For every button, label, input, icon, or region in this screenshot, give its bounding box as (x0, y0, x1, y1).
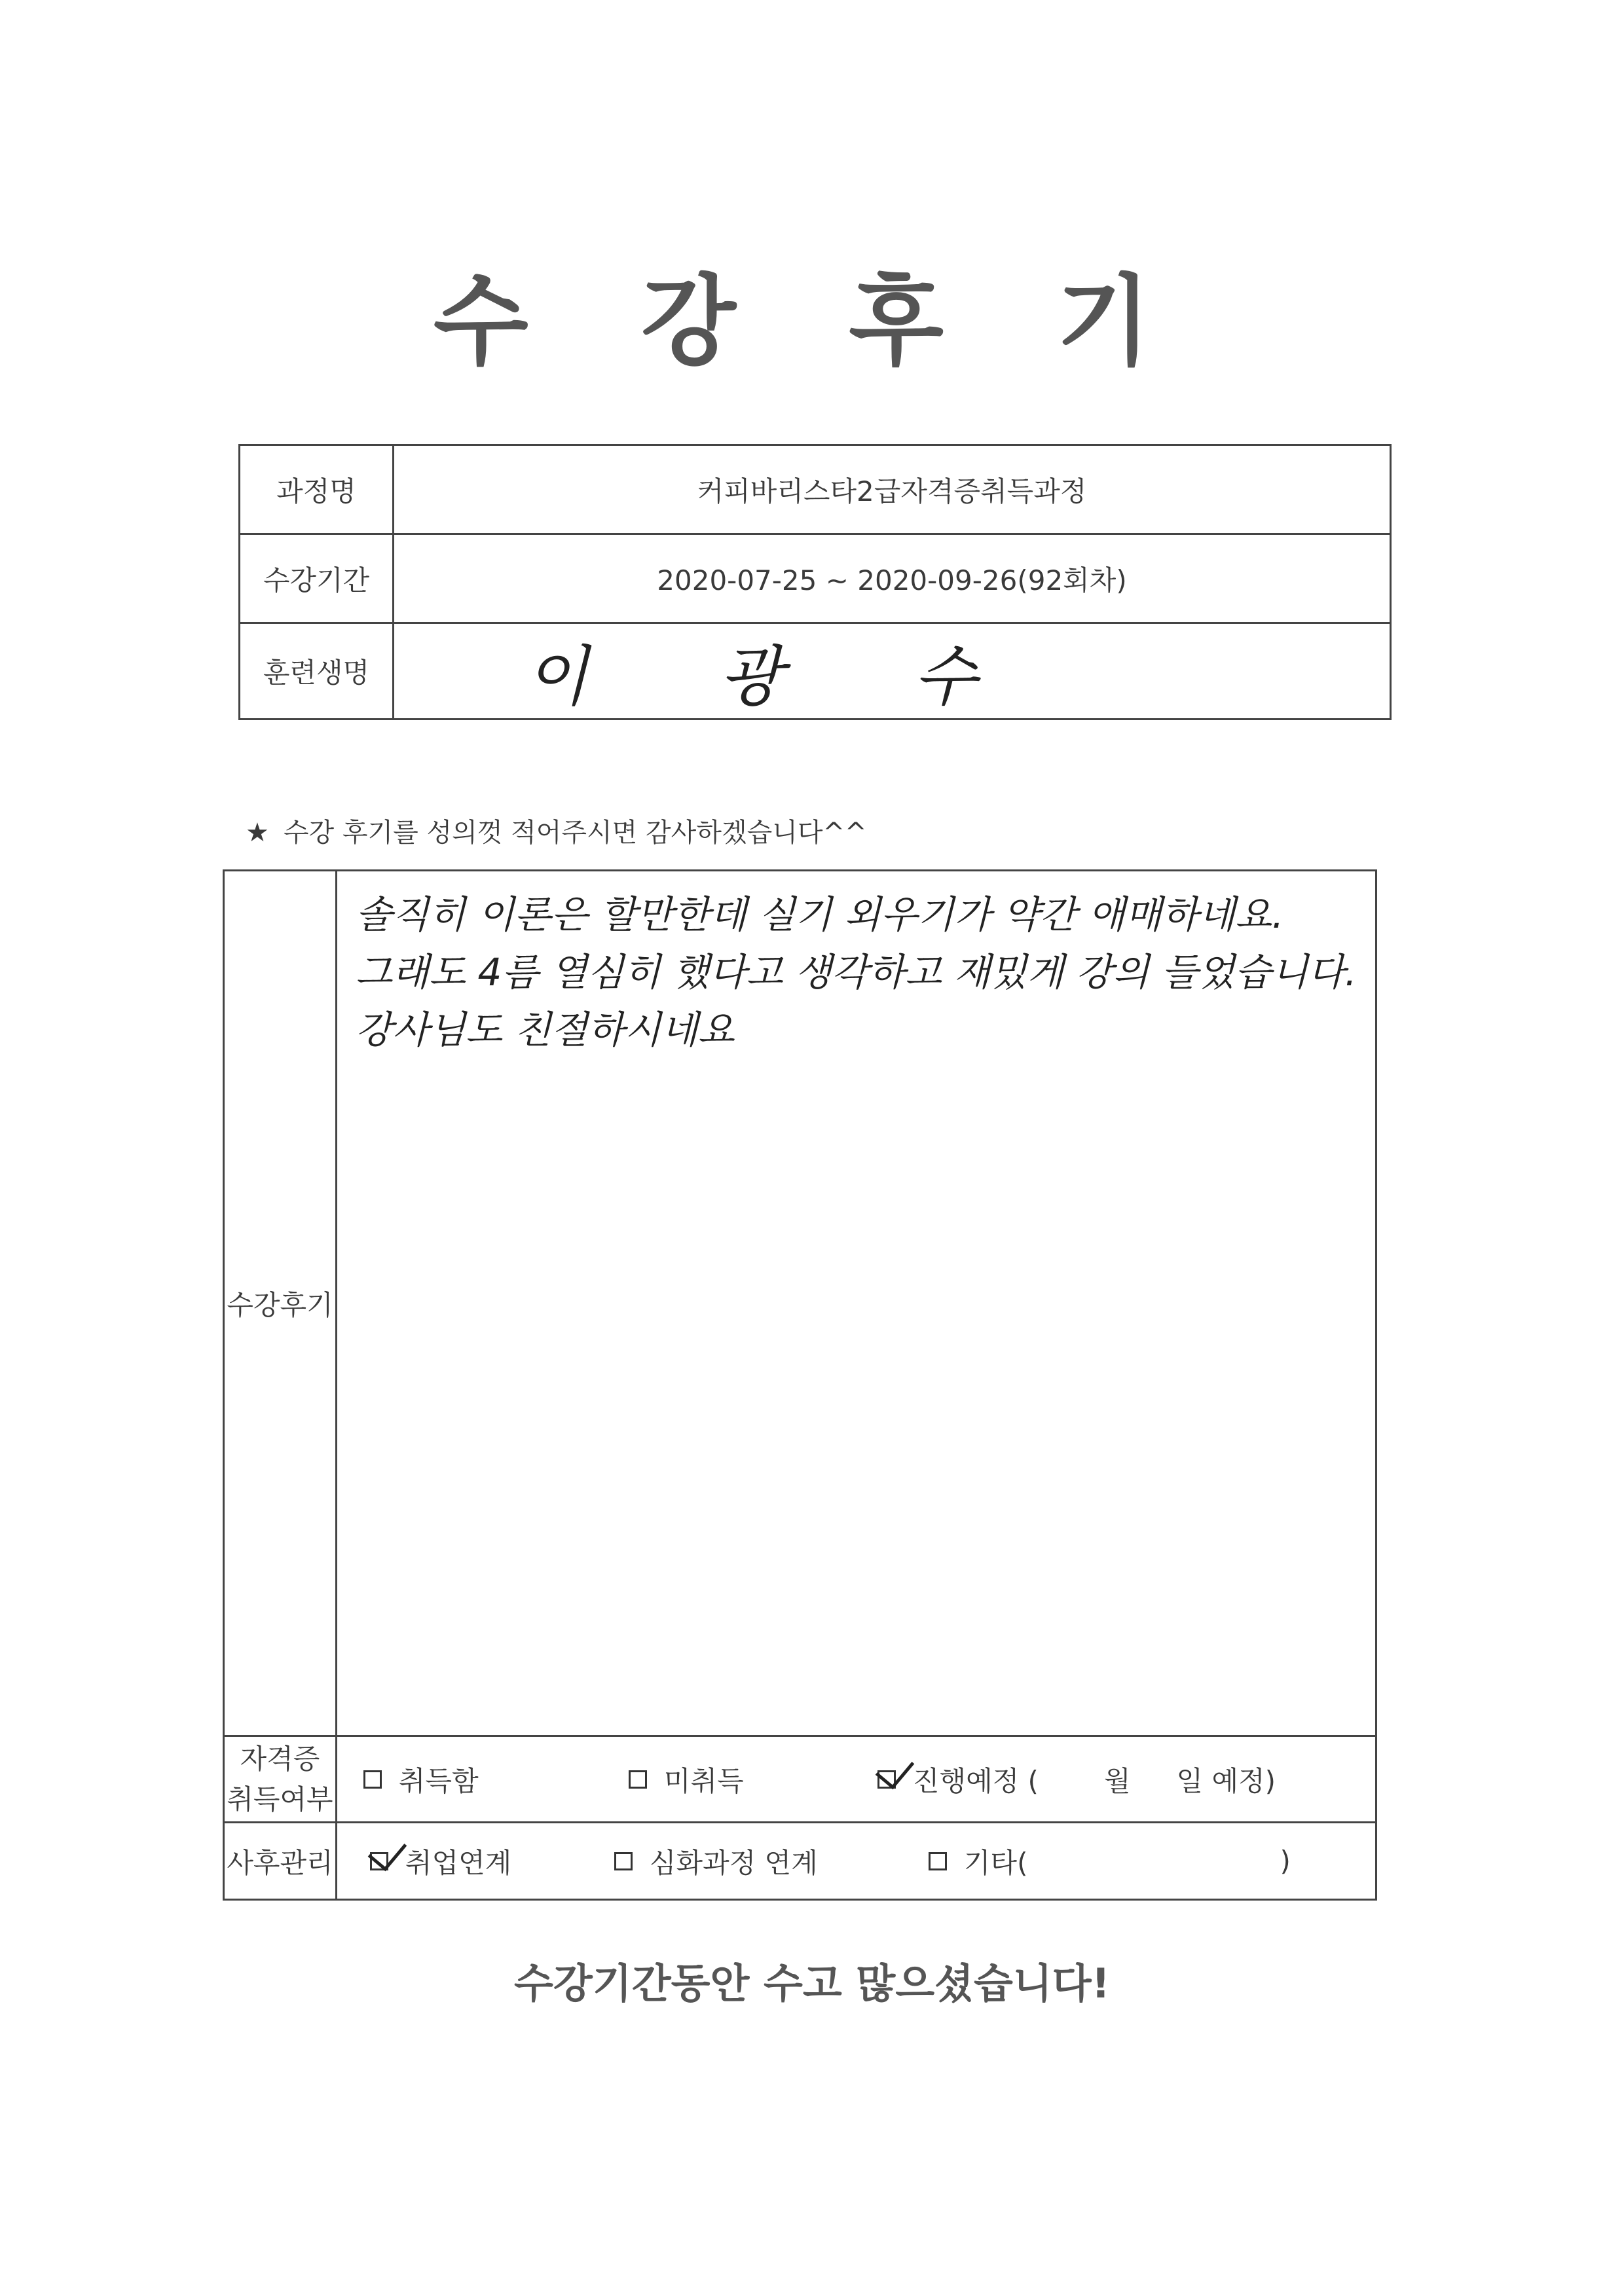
checked-checkbox-icon[interactable] (370, 1852, 388, 1870)
aftercare-option-advanced-course[interactable]: 심화과정 연계 (614, 1842, 929, 1881)
review-table (223, 869, 1377, 1901)
certificate-options (336, 1736, 1376, 1823)
day-label: 일 예정) (1176, 1764, 1276, 1797)
trainee-name-handwriting (525, 624, 1390, 718)
trainee-name-field[interactable] (394, 623, 1391, 720)
instruction-note (246, 812, 867, 849)
period-label: 수강기간 (240, 534, 394, 623)
aftercare-label: 사후관리 (224, 1823, 337, 1900)
trainee-name-char: 이 (525, 638, 602, 715)
trainee-name-char: 수 (913, 638, 990, 715)
checkbox-icon[interactable] (929, 1852, 947, 1870)
checkbox-icon[interactable] (614, 1852, 633, 1870)
certificate-label-line: 자격증 (240, 1742, 320, 1775)
checked-checkbox-icon[interactable] (877, 1770, 896, 1789)
aftercare-option-other[interactable]: 기타( (929, 1842, 1028, 1881)
instruction-text: 수강 후기를 성의껏 적어주시면 감사하겠습니다^^ (283, 818, 867, 848)
trainee-name-char: 광 (719, 638, 796, 715)
certificate-option-planned[interactable]: 진행예정 ( (877, 1760, 1039, 1799)
course-info-table (238, 444, 1392, 720)
certificate-option-not-acquired[interactable]: 미취득 (629, 1760, 877, 1799)
course-name-value: 커피바리스타2급자격증취득과정 (394, 445, 1391, 534)
period-value: 2020-07-25 ~ 2020-09-26(92회차) (394, 534, 1391, 623)
course-name-label: 과정명 (240, 445, 394, 534)
certificate-label-line: 취득여부 (227, 1783, 333, 1815)
checkbox-icon[interactable] (629, 1770, 647, 1789)
month-label: 월 (1103, 1764, 1131, 1797)
review-line: 솔직히 이론은 할만한데 실기 외우기가 약간 애매하네요. (355, 892, 1284, 937)
trainee-name-label: 훈련생명 (240, 623, 394, 720)
checkbox-icon[interactable] (363, 1770, 382, 1789)
certificate-label (224, 1736, 337, 1823)
closing-message: 수강기간동안 수고 많으셨습니다! (514, 1959, 1110, 2007)
review-line: 강사님도 친절하시네요 (355, 1008, 735, 1052)
review-text-area[interactable] (336, 871, 1376, 1736)
page-title: 수 강 후 기 (433, 265, 1191, 379)
aftercare-option-employment[interactable]: 취업연계 (370, 1842, 614, 1881)
certificate-option-acquired[interactable]: 취득함 (363, 1760, 629, 1799)
review-label: 수강후기 (224, 871, 337, 1736)
aftercare-options (336, 1823, 1376, 1900)
review-line: 그래도 4름 열심히 했다고 생각하고 재밌게 강의 들었습니다. (355, 950, 1357, 994)
star-icon: ★ (246, 818, 269, 848)
aftercare-close-paren: ) (1280, 1845, 1291, 1877)
